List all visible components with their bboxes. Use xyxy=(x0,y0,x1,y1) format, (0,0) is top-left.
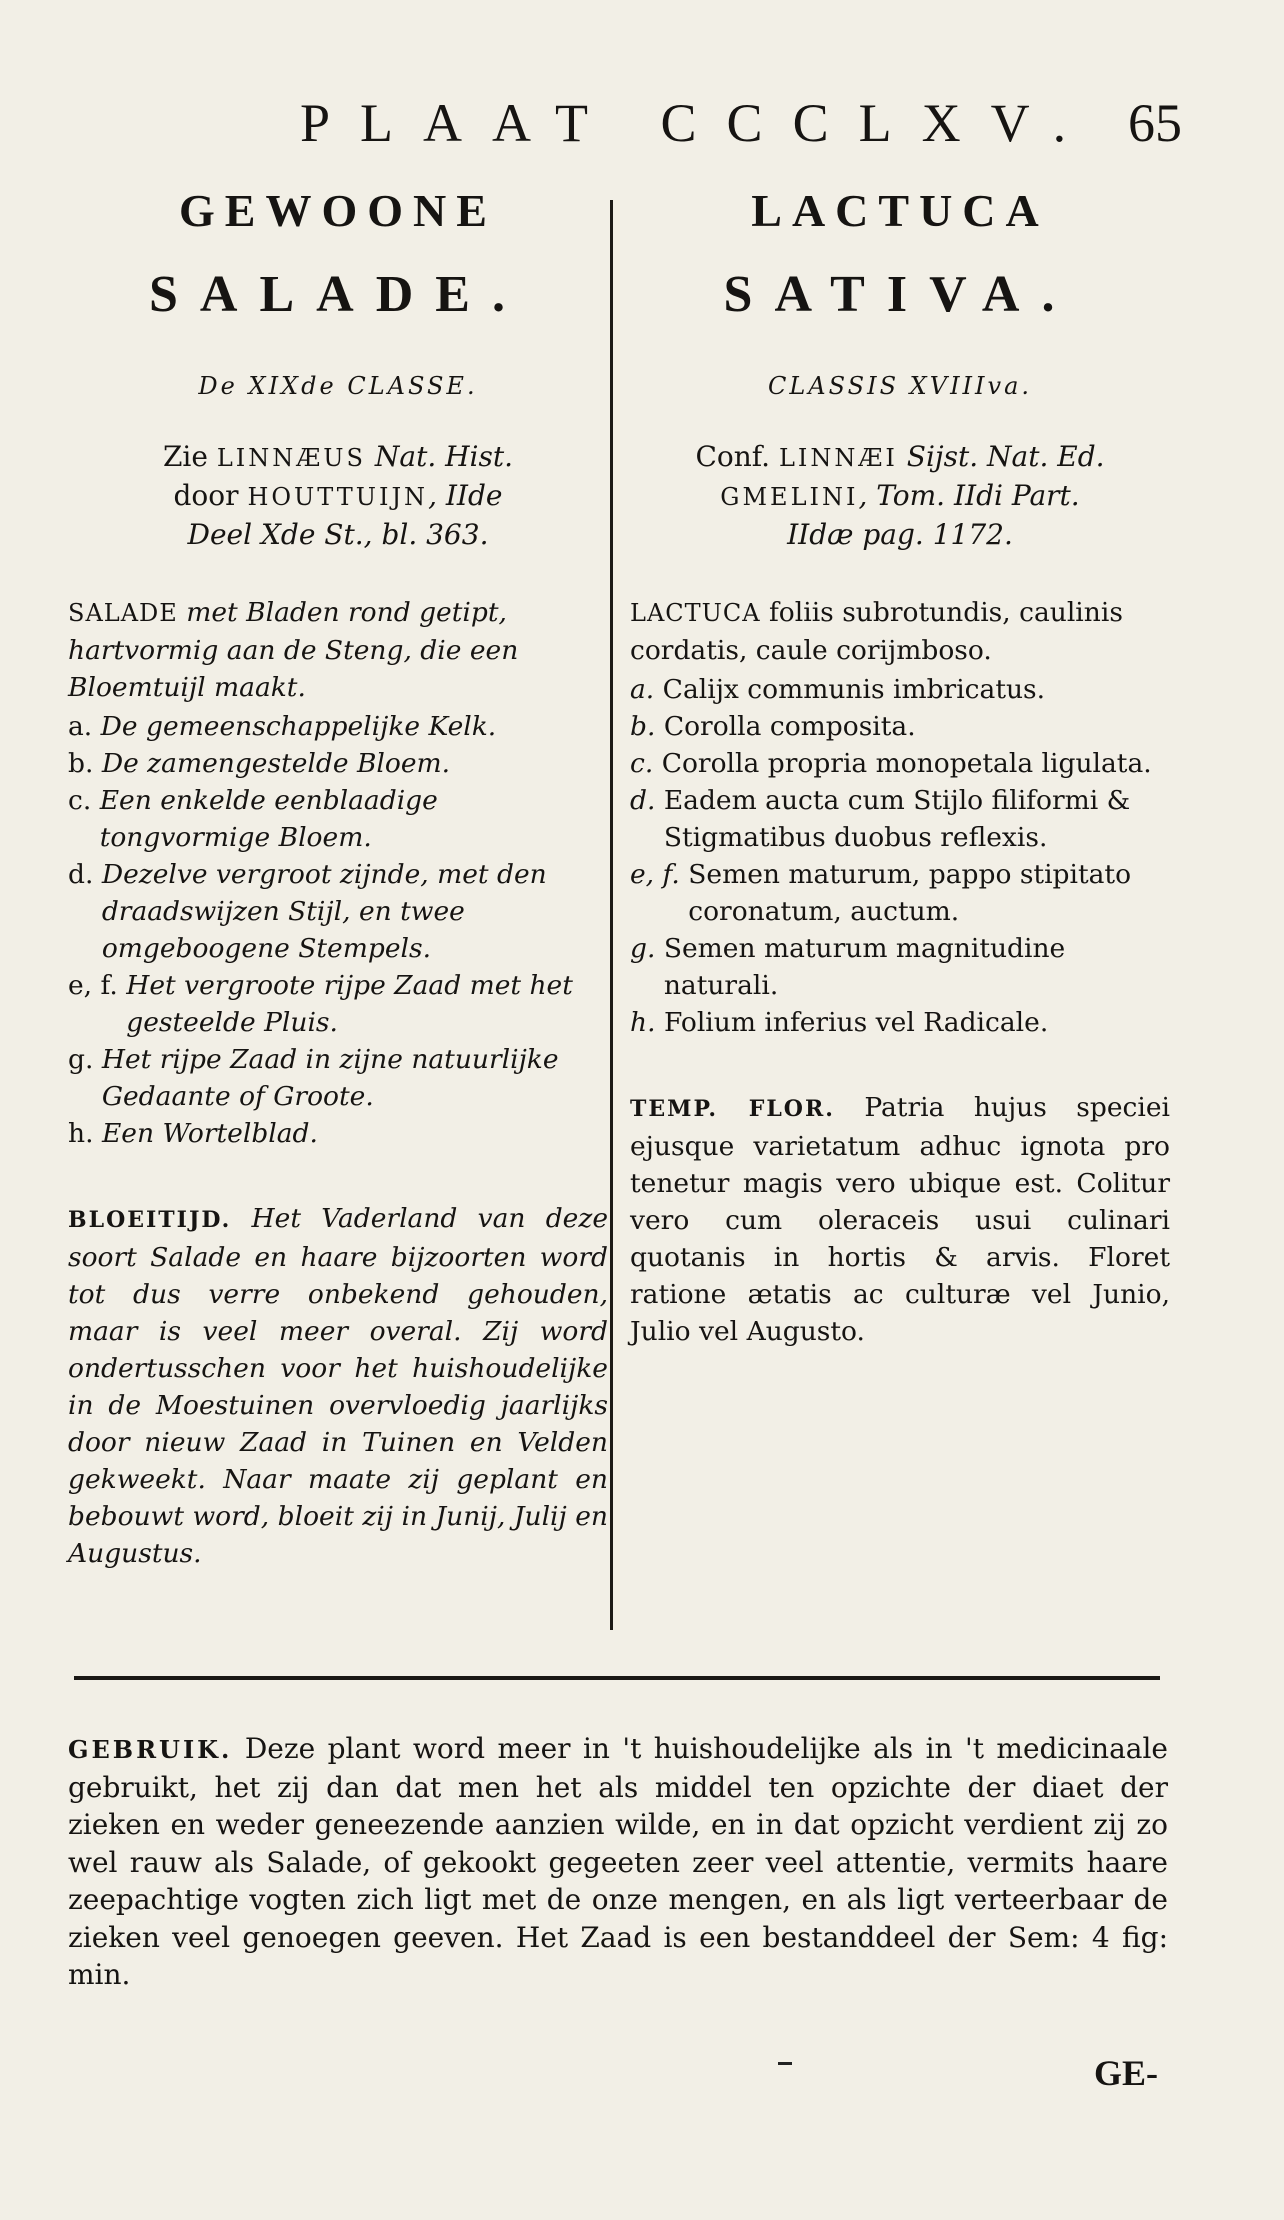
ref-work: , IIde xyxy=(428,479,503,512)
ref-work: , Tom. IIdi Part. xyxy=(858,479,1080,512)
latin-class: CLASSIS XVIIIva. xyxy=(768,372,1032,400)
dutch-figure-legend xyxy=(68,708,608,1152)
ref-text: Zie xyxy=(162,440,217,473)
latin-reference xyxy=(630,438,1170,554)
desc-lead: SALADE xyxy=(68,599,178,627)
legend-letter: c. xyxy=(630,748,654,779)
legend-text: Semen maturum, pappo stipitato coronatum, auctum. xyxy=(688,859,1132,927)
legend-text: De zamengestelde Bloem. xyxy=(101,748,451,779)
dutch-flowering-time xyxy=(68,1200,608,1572)
legend-text: Het vergroote rijpe Zaad met het gesteelde Pluis. xyxy=(126,970,573,1038)
dutch-reference xyxy=(68,438,608,554)
legend-item xyxy=(630,856,1170,930)
ref-work: Sijst. Nat. Ed. xyxy=(897,440,1105,473)
usage-lead: GEBRUIK. xyxy=(68,1735,233,1764)
dutch-title-line1: GEWOONE xyxy=(179,185,497,236)
legend-letter: g. xyxy=(630,933,656,964)
legend-item xyxy=(68,782,608,856)
legend-item xyxy=(68,745,608,782)
usage-paragraph xyxy=(68,1730,1168,1994)
legend-item xyxy=(630,930,1170,1004)
dutch-class: De XIXde CLASSE. xyxy=(198,372,478,400)
ref-text: door xyxy=(173,479,248,512)
latin-description xyxy=(630,594,1170,669)
ref-author: LINNÆI xyxy=(778,444,898,472)
desc-lead: LACTUCA xyxy=(630,599,761,627)
legend-letter: h. xyxy=(630,1007,656,1038)
latin-title-line1: LACTUCA xyxy=(751,185,1049,236)
legend-letter: a. xyxy=(68,711,93,742)
flowering-lead: TEMP. FLOR. xyxy=(630,1096,835,1122)
dutch-title-line2: SALADE. xyxy=(149,266,527,323)
plate-title: PLAAT CCCLXV. xyxy=(300,93,1097,153)
two-column-body xyxy=(0,180,1284,1630)
legend-item xyxy=(630,745,1170,782)
legend-item xyxy=(68,1115,608,1152)
dutch-column xyxy=(68,180,608,1572)
legend-text: Het rijpe Zaad in zijne natuurlijke Gedaante of Groote. xyxy=(101,1044,559,1112)
ref-line: IIdæ pag. 1172. xyxy=(787,518,1013,551)
legend-item xyxy=(68,856,608,967)
desc-text: foliis subrotundis, caulinis cordatis, caule corijmboso. xyxy=(630,597,1123,666)
legend-item xyxy=(68,708,608,745)
legend-letter: a. xyxy=(630,674,655,705)
column-divider xyxy=(610,200,613,1630)
flowering-lead: BLOEITIJD. xyxy=(68,1207,232,1233)
legend-text: Semen maturum magnitudine naturali. xyxy=(663,933,1066,1001)
legend-letter: b. xyxy=(630,711,656,742)
legend-letter: c. xyxy=(68,785,92,816)
flowering-text: Patria hujus speciei ejusque varietatum adhuc ignota pro tenetur magis vero ubique est. Colitur vero cum oleraceis usui culinari quotanis in hortis & arvis. Floret ratione ætatis ac culturæ vel Junio, Julio vel Augusto. xyxy=(630,1092,1170,1347)
latin-flowering-time xyxy=(630,1089,1170,1350)
legend-letter: h. xyxy=(68,1118,94,1149)
latin-figure-legend xyxy=(630,671,1170,1041)
legend-item xyxy=(68,967,608,1041)
ref-author: GMELINI xyxy=(720,483,859,511)
legend-text: Corolla propria monopetala ligulata. xyxy=(661,748,1152,779)
horizontal-rule xyxy=(74,1676,1160,1680)
flowering-text: Het Vaderland van deze soort Salade en haare bijzoorten word tot dus verre onbekend gehouden, maar is veel meer overal. Zij word ondertusschen voor het huishoudelijke in de Moestuinen overvloedig jaarlijks door nieuw Zaad in Tuinen en Velden gekweekt. Naar maate zij geplant en bebouwt word, bloeit zij in Junij, Julij en Augustus. xyxy=(68,1203,608,1569)
ref-work: Nat. Hist. xyxy=(365,440,514,473)
legend-text: Corolla composita. xyxy=(663,711,916,742)
legend-text: De gemeenschappelijke Kelk. xyxy=(100,711,497,742)
legend-item xyxy=(630,782,1170,856)
legend-letter: e, f. xyxy=(630,859,680,890)
legend-text: Calijx communis imbricatus. xyxy=(662,674,1046,705)
dutch-description xyxy=(68,594,608,706)
ref-text: Conf. xyxy=(695,440,779,473)
legend-letter: d. xyxy=(68,859,94,890)
ref-line: Deel Xde St., bl. 363. xyxy=(187,518,489,551)
ornament-mark xyxy=(778,2062,792,2065)
legend-text: Dezelve vergroot zijnde, met den draadswijzen Stijl, en twee omgeboogene Stempels. xyxy=(101,859,547,964)
catchword: GE- xyxy=(1094,2053,1159,2093)
legend-item xyxy=(630,708,1170,745)
legend-item xyxy=(630,1004,1170,1041)
legend-item xyxy=(630,671,1170,708)
legend-letter: b. xyxy=(68,748,94,779)
legend-letter: d. xyxy=(630,785,656,816)
legend-text: Een Wortelblad. xyxy=(101,1118,318,1149)
legend-item xyxy=(68,1041,608,1115)
legend-text: Een enkelde eenblaadige tongvormige Bloem. xyxy=(99,785,438,853)
page-number: 65 xyxy=(1128,93,1182,153)
latin-title-line2: SATIVA. xyxy=(723,266,1077,323)
page-header xyxy=(0,92,1284,162)
desc-text: met Bladen rond getipt, hartvormig aan de Steng, die een Bloemtuijl maakt. xyxy=(68,597,519,703)
latin-column xyxy=(630,180,1170,1350)
legend-text: Folium inferius vel Radicale. xyxy=(663,1007,1049,1038)
legend-letter: g. xyxy=(68,1044,94,1075)
usage-text: Deze plant word meer in 't huishoudelijke als in 't medicinaale gebruikt, het zij dan dat men het als middel ten opzichte der diaet der zieken en weder geneezende aanzien wilde, en in dat opzicht verdient zij zo wel rauw als Salade, of gekookt gegeeten zeer veel attentie, vermits haare zeepachtige vogten zich ligt met de onze mengen, en als ligt verteerbaar de zieken veel genoegen geeven. Het Zaad is een bestanddeel der Sem: 4 fig: min. xyxy=(68,1732,1168,1991)
ref-author: HOUTTUIJN xyxy=(247,483,429,511)
legend-text: Eadem aucta cum Stijlo filiformi & Stigmatibus duobus reflexis. xyxy=(663,785,1131,853)
ref-author: LINNÆUS xyxy=(216,444,366,472)
legend-letter: e, f. xyxy=(68,970,118,1001)
